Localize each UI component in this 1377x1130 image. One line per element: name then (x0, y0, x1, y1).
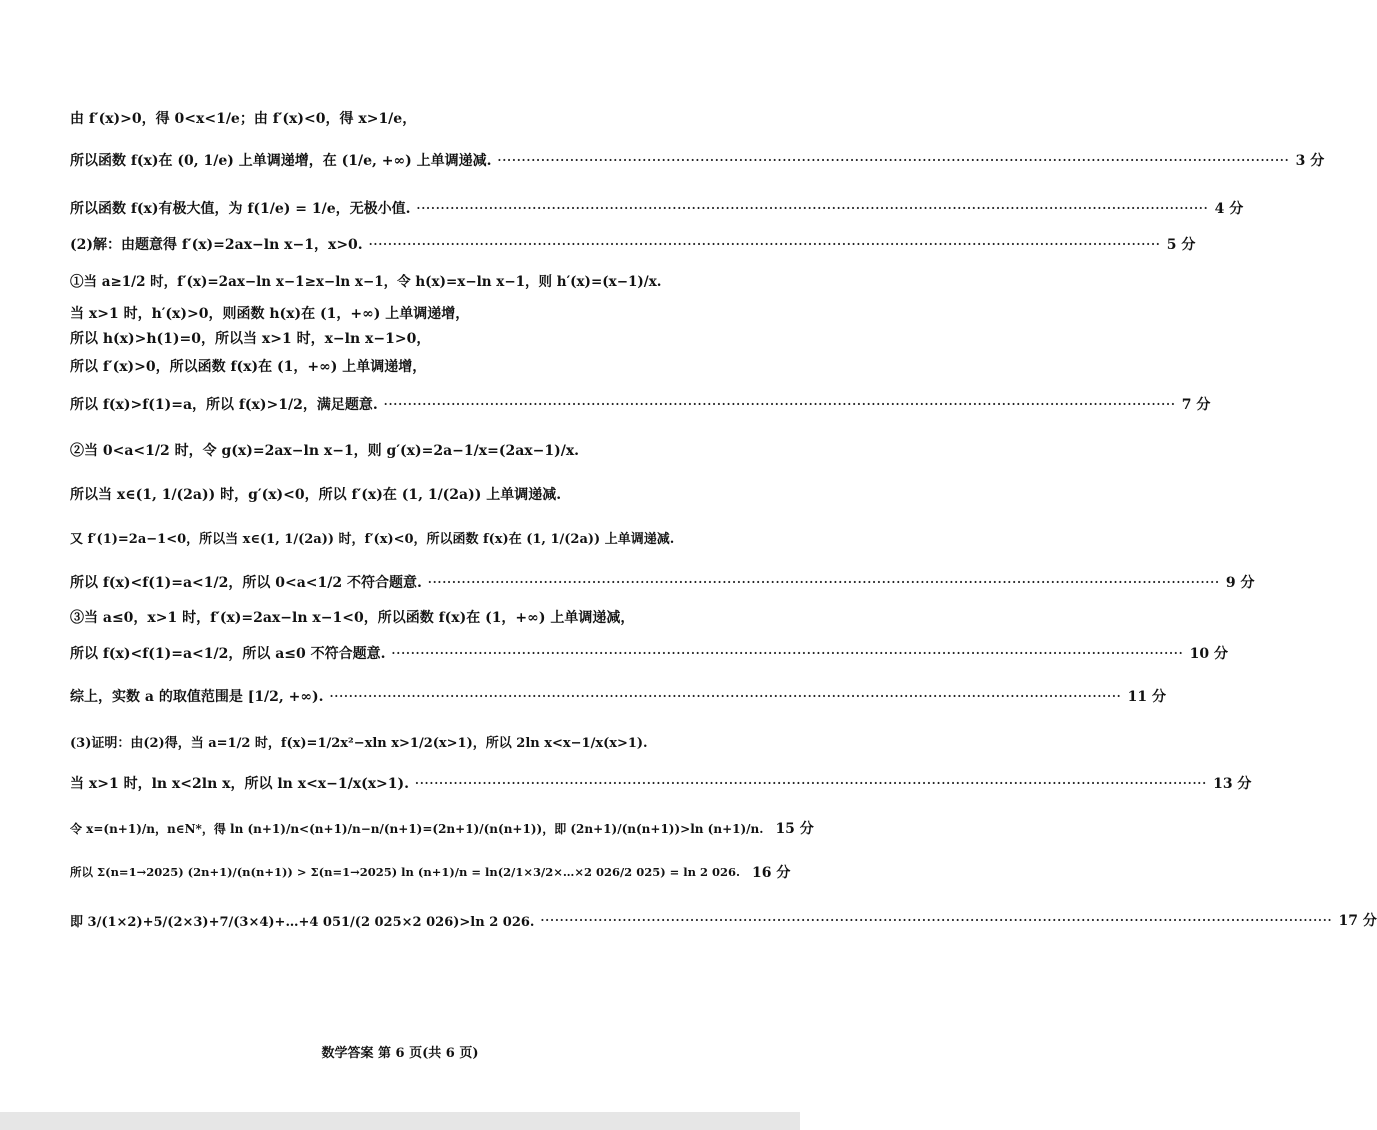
line-text: 即 3/(1×2)+5/(2×3)+7/(3×4)+…+4 051/(2 025×2 026)>ln 2 026. (70, 914, 535, 930)
answer-line-8 (70, 356, 730, 376)
answer-line-18 (70, 773, 1252, 793)
line-text: (3)证明：由(2)得，当 a=1/2 时，f(x)=1/2x²−xln x>1/2(x>1)，所以 2ln x<x−1/x(x>1). (70, 736, 648, 751)
dot-leader (428, 576, 1220, 589)
line-text: 所以 f(x)>f(1)=a，所以 f(x)>1/2，满足题意. (70, 397, 378, 413)
line-text: 当 x>1 时，h′(x)>0，则函数 h(x)在 (1，+∞) 上单调递增， (70, 306, 470, 322)
dot-leader (498, 154, 1290, 167)
answer-line-6 (70, 303, 730, 323)
score-label: 10 分 (1189, 646, 1228, 662)
line-text: 所以 Σ(n=1→2025) (2n+1)/(n(n+1)) > Σ(n=1→2025) ln (n+1)/n = ln(2/1×3/2×…×2 026/2 025) = ln 2 026. (70, 865, 741, 879)
dot-leader (392, 647, 1184, 660)
dot-leader (415, 777, 1207, 790)
page-footer: 数学答案 第 6 页(共 6 页) (321, 1046, 479, 1061)
line-text: 所以 f′(x)>0，所以函数 f(x)在 (1，+∞) 上单调递增， (70, 359, 427, 375)
answer-line-16 (70, 686, 1166, 706)
answer-line-20 (70, 862, 791, 882)
score-label: 7 分 (1181, 397, 1211, 413)
score-label: 15 分 (775, 821, 814, 837)
line-text: 所以函数 f(x)在 (0, 1/e) 上单调递增，在 (1/e, +∞) 上单调递减. (70, 153, 492, 169)
score-label: 4 分 (1214, 201, 1244, 217)
line-text: 当 x>1 时，ln x<2ln x，所以 ln x<x−1/x(x>1). (70, 776, 410, 792)
dot-leader (330, 690, 1122, 703)
line-text: ①当 a≥1/2 时，f′(x)=2ax−ln x−1≥x−ln x−1，令 h(x)=x−ln x−1，则 h′(x)=(x−1)/x. (70, 274, 662, 290)
line-text: 所以 f(x)<f(1)=a<1/2，所以 0<a<1/2 不符合题意. (70, 575, 422, 591)
line-text: 令 x=(n+1)/n，n∈N*，得 ln (n+1)/n<(n+1)/n−n/(n+1)=(2n+1)/(n(n+1))，即 (2n+1)/(n(n+1))>ln (n+1)/n. (70, 821, 764, 836)
score-label: 16 分 (752, 865, 791, 881)
score-label: 9 分 (1225, 575, 1255, 591)
dot-leader (369, 238, 1161, 251)
answer-line-17 (70, 732, 730, 751)
line-text: (2)解：由题意得 f′(x)=2ax−ln x−1，x>0. (70, 237, 363, 253)
scan-bottom-edge (0, 1112, 800, 1130)
score-label: 3 分 (1295, 153, 1325, 169)
line-text: ③当 a≤0，x>1 时，f′(x)=2ax−ln x−1<0，所以函数 f(x)在 (1，+∞) 上单调递减， (70, 610, 635, 626)
line-text: 所以当 x∈(1, 1/(2a)) 时，g′(x)<0，所以 f′(x)在 (1, 1/(2a)) 上单调递减. (70, 487, 562, 503)
score-label: 13 分 (1213, 776, 1252, 792)
answer-line-10 (70, 440, 730, 460)
line-text: 所以 f(x)<f(1)=a<1/2，所以 a≤0 不符合题意. (70, 646, 386, 662)
answer-line-5 (70, 270, 730, 290)
answer-line-14 (70, 607, 730, 627)
line-text: 综上，实数 a 的取值范围是 [1/2, +∞). (70, 689, 324, 705)
answer-line-19 (70, 818, 814, 838)
dot-leader (417, 202, 1209, 215)
score-label: 17 分 (1338, 913, 1377, 929)
answer-line-21 (70, 910, 1377, 930)
dot-leader (384, 398, 1176, 411)
answer-line-4 (70, 234, 1196, 254)
answer-line-12 (70, 528, 730, 547)
answer-line-11 (70, 484, 730, 504)
answer-line-13 (70, 572, 1255, 592)
line-text: ②当 0<a<1/2 时，令 g(x)=2ax−ln x−1，则 g′(x)=2a−1/x=(2ax−1)/x. (70, 443, 580, 459)
line-text: 所以函数 f(x)有极大值，为 f(1/e) = 1/e，无极小值. (70, 201, 411, 217)
answer-line-1 (70, 108, 730, 128)
answer-line-15 (70, 643, 1228, 663)
score-label: 5 分 (1166, 237, 1196, 253)
score-label: 11 分 (1127, 689, 1166, 705)
line-text: 由 f′(x)>0，得 0<x<1/e；由 f′(x)<0，得 x>1/e， (70, 111, 417, 127)
dot-leader (540, 914, 1332, 927)
answer-line-7 (70, 328, 730, 348)
line-text: 又 f′(1)=2a−1<0，所以当 x∈(1, 1/(2a)) 时，f′(x)<0，所以函数 f(x)在 (1, 1/(2a)) 上单调递减. (70, 532, 675, 547)
line-text: 所以 h(x)>h(1)=0，所以当 x>1 时，x−ln x−1>0， (70, 331, 431, 347)
answer-line-9 (70, 394, 1211, 414)
answer-line-2 (70, 150, 1325, 170)
answer-line-3 (70, 198, 1244, 218)
